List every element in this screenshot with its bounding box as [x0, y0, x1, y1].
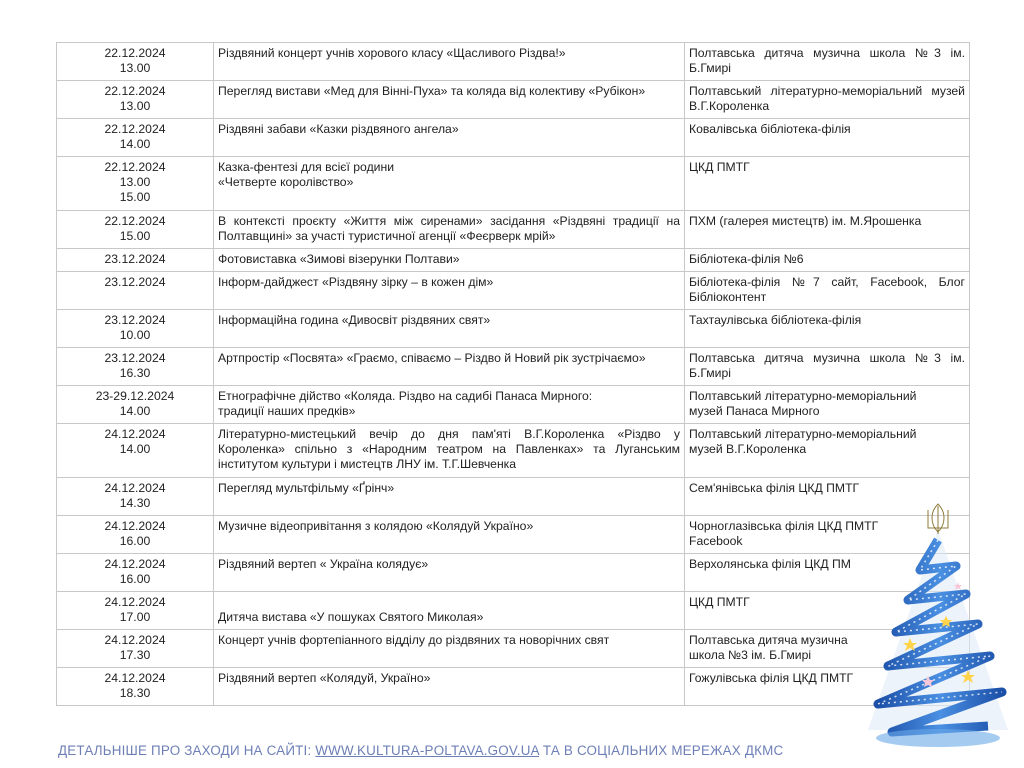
- events-table-body: [57, 43, 970, 706]
- date-line: 17.00: [119, 610, 151, 624]
- event-cell: [214, 81, 685, 119]
- venue-line: ЦКД ПМТГ: [689, 160, 750, 174]
- event-line: Різдвяний концерт учнів хорового класу «Щасливого Різдва!»: [218, 46, 566, 60]
- venue-line: Полтавська дитяча музична школа №3 ім. Б.Гмирі: [689, 351, 965, 380]
- table-row: [57, 478, 970, 516]
- event-cell: [214, 348, 685, 386]
- event-cell: [214, 592, 685, 630]
- event-cell: [214, 424, 685, 478]
- date-line: 23.12.2024: [104, 313, 166, 327]
- date-line: 10.00: [119, 328, 151, 342]
- date-line: 22.12.2024: [104, 214, 166, 228]
- event-line: Перегляд вистави «Мед для Вінні-Пуха» та коляда від колективу «Рубікон»: [218, 84, 646, 98]
- table-row: [57, 272, 970, 310]
- event-line: Інформаційна година «Дивосвіт різдвяних свят»: [218, 313, 491, 327]
- date-cell: [57, 119, 214, 157]
- venue-cell: [685, 310, 970, 348]
- venue-cell: [685, 211, 970, 249]
- date-cell: [57, 310, 214, 348]
- table-row: [57, 386, 970, 424]
- venue-line: ЦКД ПМТГ: [689, 595, 750, 609]
- date-cell: [57, 554, 214, 592]
- event-line: Інформ-дайджест «Різдвяну зірку – в кожен дім»: [218, 275, 494, 289]
- table-row: [57, 119, 970, 157]
- date-line: 14.00: [119, 442, 151, 456]
- venue-line: Сем'янівська філія ЦКД ПМТГ: [689, 481, 860, 495]
- table-row: [57, 668, 970, 706]
- event-line: Різдвяні забави «Казки різдвяного ангела»: [218, 122, 459, 136]
- date-line: 22.12.2024: [104, 46, 166, 60]
- venue-line: Верхолянська філія ЦКД ПМ: [689, 557, 851, 571]
- event-cell: [214, 211, 685, 249]
- event-line: Музичне відеопривітання з колядою «Колядуй Україно»: [218, 519, 534, 533]
- venue-cell: [685, 348, 970, 386]
- event-line: Казка-фентезі для всієї родини: [218, 160, 395, 174]
- event-line: В контексті проєкту «Життя між сиренами» засідання «Різдвяні традиції на Полтавщині» за участі туристичної агенції «Феєрверк мрій»: [218, 214, 680, 243]
- footer-prefix: ДЕТАЛЬНІШЕ ПРО ЗАХОДИ НА САЙТІ:: [58, 743, 316, 758]
- date-line: 17.30: [119, 648, 151, 662]
- venue-line: Бібліотека-філія №6: [689, 252, 804, 266]
- venue-cell: [685, 386, 970, 424]
- date-cell: [57, 348, 214, 386]
- date-cell: [57, 592, 214, 630]
- date-cell: [57, 424, 214, 478]
- date-line: 23.12.2024: [104, 351, 166, 365]
- date-line: 18.30: [119, 686, 151, 700]
- venue-line: Полтавський літературно-меморіальний музей В.Г.Короленка: [689, 84, 965, 113]
- table-row: [57, 81, 970, 119]
- date-cell: [57, 81, 214, 119]
- date-cell: [57, 386, 214, 424]
- event-cell: [214, 554, 685, 592]
- event-cell: [214, 43, 685, 81]
- event-cell: [214, 119, 685, 157]
- date-cell: [57, 157, 214, 211]
- date-cell: [57, 668, 214, 706]
- event-cell: [214, 272, 685, 310]
- date-line: 22.12.2024: [104, 122, 166, 136]
- table-row: [57, 592, 970, 630]
- venue-line: Тахтаулівська бібліотека-філія: [689, 313, 862, 327]
- event-line: Літературно-мистецький вечір до дня пам'яті В.Г.Короленка «Різдво у Короленка» спільно з «Народним театром на Павленках» та Луганським інститутом культури і мистецтв ЛНУ ім. Т.Г.Шевченка: [218, 427, 680, 471]
- table-row: [57, 554, 970, 592]
- venue-line: Полтавський літературно-меморіальний: [689, 427, 917, 441]
- table-row: [57, 348, 970, 386]
- date-line: 24.12.2024: [104, 519, 166, 533]
- date-cell: [57, 211, 214, 249]
- event-cell: [214, 478, 685, 516]
- event-cell: [214, 668, 685, 706]
- venue-line: Бібліотека-філія №7 сайт, Facebook, Блог Бібліоконтент: [689, 275, 965, 304]
- venue-line: Чорноглазівська філія ЦКД ПМТГ: [689, 519, 879, 533]
- table-row: [57, 630, 970, 668]
- event-line: традиції наших предків»: [218, 404, 356, 418]
- venue-cell: [685, 272, 970, 310]
- date-line: 23-29.12.2024: [95, 389, 175, 403]
- date-line: 16.00: [119, 572, 151, 586]
- event-line: Етнографічне дійство «Коляда. Різдво на садибі Панаса Мирного:: [218, 389, 593, 403]
- date-cell: [57, 516, 214, 554]
- footer-suffix: ТА В СОЦІАЛЬНИХ МЕРЕЖАХ ДКМС: [539, 743, 784, 758]
- table-row: [57, 211, 970, 249]
- venue-cell: [685, 249, 970, 272]
- date-line: 23.12.2024: [104, 275, 166, 289]
- date-cell: [57, 43, 214, 81]
- date-line: 14.30: [119, 496, 151, 510]
- date-line: 24.12.2024: [104, 595, 166, 609]
- date-cell: [57, 630, 214, 668]
- website-link[interactable]: WWW.KULTURA-POLTAVA.GOV.UA: [315, 743, 539, 758]
- events-table: [56, 42, 970, 706]
- venue-cell: [685, 119, 970, 157]
- table-row: [57, 424, 970, 478]
- date-line: 22.12.2024: [104, 160, 166, 174]
- date-line: 13.00: [119, 61, 151, 75]
- venue-cell: [685, 424, 970, 478]
- event-cell: [214, 157, 685, 211]
- date-cell: [57, 478, 214, 516]
- table-row: [57, 249, 970, 272]
- date-line: 24.12.2024: [104, 427, 166, 441]
- event-cell: [214, 630, 685, 668]
- date-line: 24.12.2024: [104, 557, 166, 571]
- event-line: Дитяча вистава «У пошуках Святого Миколая»: [218, 610, 484, 624]
- event-line: Перегляд мультфільму «Ґрінч»: [218, 481, 395, 495]
- venue-line: Гожулівська філія ЦКД ПМТГ: [689, 671, 854, 685]
- table-row: [57, 516, 970, 554]
- date-line: 15.00: [119, 190, 151, 204]
- footer-note: [58, 743, 783, 758]
- venue-line: Ковалівська бібліотека-філія: [689, 122, 851, 136]
- venue-line: музей Панаса Мирного: [689, 404, 820, 418]
- date-line: 24.12.2024: [104, 671, 166, 685]
- event-line: Артпростір «Посвята» «Граємо, співаємо – Різдво й Новий рік зустрічаємо»: [218, 351, 646, 365]
- date-line: 16.00: [119, 534, 151, 548]
- table-row: [57, 157, 970, 211]
- date-line: 24.12.2024: [104, 481, 166, 495]
- date-line: 13.00: [119, 175, 151, 189]
- date-cell: [57, 272, 214, 310]
- venue-line: Facebook: [689, 534, 743, 548]
- event-cell: [214, 310, 685, 348]
- venue-cell: [685, 157, 970, 211]
- event-line: Різдвяний вертеп « Україна колядує»: [218, 557, 429, 571]
- table-row: [57, 310, 970, 348]
- venue-line: музей В.Г.Короленка: [689, 442, 807, 456]
- event-line: Фотовиставка «Зимові візерунки Полтави»: [218, 252, 460, 266]
- event-cell: [214, 516, 685, 554]
- date-cell: [57, 249, 214, 272]
- venue-line: ПХМ (галерея мистецтв) ім. М.Ярошенка: [689, 214, 922, 228]
- venue-line: Полтавська дитяча музична школа №3 ім. Б.Гмирі: [689, 46, 965, 75]
- venue-cell: [685, 43, 970, 81]
- event-line: Різдвяний вертеп «Колядуй, Україно»: [218, 671, 431, 685]
- event-line: Концерт учнів фортепіанного відділу до різдвяних та новорічних свят: [218, 633, 610, 647]
- venue-line: Полтавський літературно-меморіальний: [689, 389, 917, 403]
- venue-line: школа №3 ім. Б.Гмирі: [689, 648, 812, 662]
- event-line: [218, 595, 680, 610]
- date-line: 14.00: [119, 404, 151, 418]
- event-cell: [214, 386, 685, 424]
- event-line: «Четверте королівство»: [218, 175, 354, 189]
- date-line: 13.00: [119, 99, 151, 113]
- date-line: 22.12.2024: [104, 84, 166, 98]
- date-line: 24.12.2024: [104, 633, 166, 647]
- venue-line: Полтавська дитяча музична: [689, 633, 848, 647]
- date-line: 23.12.2024: [104, 252, 166, 266]
- date-line: 16.30: [119, 366, 151, 380]
- date-line: 14.00: [119, 137, 151, 151]
- event-cell: [214, 249, 685, 272]
- christmas-tree-icon: [858, 500, 1018, 762]
- date-line: 15.00: [119, 229, 151, 243]
- table-row: [57, 43, 970, 81]
- venue-cell: [685, 81, 970, 119]
